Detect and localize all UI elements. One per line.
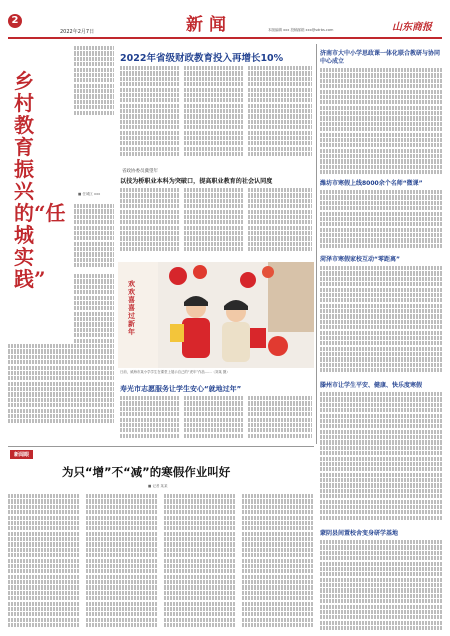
bottom-byline: ■ 记者 某某: [148, 484, 168, 488]
lead-body-3: [248, 66, 312, 162]
vocational-article: [118, 168, 314, 258]
page-header: [8, 6, 442, 40]
right-body-5: [320, 540, 442, 632]
issue-date: 2022年2月7日: [60, 29, 95, 35]
right-title-1: 济南市大中小学思政课一体化联合教研与协同中心成立: [320, 50, 441, 65]
volunteer-body-2: [184, 396, 244, 440]
header-rule: [8, 37, 442, 39]
right-title-4: 滕州市让学生平安、健康、快乐度寒假: [320, 382, 423, 389]
right-body-2: [320, 190, 442, 250]
left-column-title: 乡村教育振兴的“任城实践”: [14, 69, 66, 291]
right-title-5: 蒙阴县间置校舍变身研学基地: [320, 530, 399, 537]
volunteer-body-1: [120, 396, 180, 440]
bottom-badge: 新闻眼: [10, 450, 33, 459]
volunteer-title: 寿光市志愿服务让学生安心“就地过年”: [120, 385, 242, 393]
left-body-a: [74, 204, 114, 270]
left-body-c: [8, 344, 114, 428]
masthead-logo: 山东商报: [392, 22, 432, 33]
vocational-title: 以技为桥职业本科为突破口，提高职业教育的社会认同度: [120, 178, 273, 185]
bottom-body-2: [86, 494, 158, 630]
photo-caption: 日前，威海市某小学学生在课堂上展示自己的“虎年”作品……（刘某 摄）: [120, 370, 230, 374]
lead-body-2: [184, 66, 244, 162]
volunteer-article: [118, 380, 314, 442]
feature-photo: [118, 262, 314, 368]
lead-title: 2022年省级财政教育投入再增长10%: [120, 53, 284, 64]
volunteer-body-3: [248, 396, 312, 440]
vocational-body-2: [184, 188, 244, 254]
vocational-body-1: [120, 188, 180, 254]
right-title-2: 潍坊市寒假上线8000余个名师“微课”: [320, 180, 423, 187]
right-column-divider: [316, 44, 317, 444]
children-new-year-photo: [118, 262, 314, 368]
left-intro-text: [74, 46, 114, 116]
lead-body-1: [120, 66, 180, 162]
photo-vertical-text: 欢欢喜喜过新年: [128, 279, 135, 336]
editor-info: 本版编辑 xxx 投稿邮箱 xxx@sdrbs.com: [268, 28, 334, 32]
page-number-badge: 2: [8, 14, 22, 28]
left-body-b: [74, 274, 114, 344]
lead-article: [118, 44, 314, 164]
right-column: [320, 44, 442, 634]
vocational-body-3: [248, 188, 312, 254]
bottom-section-rule: [8, 446, 314, 447]
vocational-kicker: 省政协委员冀望年: [122, 169, 158, 174]
right-body-3: [320, 266, 442, 372]
bottom-article: [8, 448, 314, 634]
left-feature: [8, 44, 114, 428]
left-column-byline: ■ 任城区 xxx: [78, 192, 101, 196]
bottom-title: 为只“增”不“减”的寒假作业叫好: [62, 465, 231, 479]
section-title: 新闻: [186, 15, 232, 35]
right-body-1: [320, 68, 442, 174]
right-body-4: [320, 392, 442, 520]
bottom-body-3: [164, 494, 236, 630]
right-title-3: 菏泽市寒假家校互动“零距离”: [320, 256, 400, 263]
bottom-body-1: [8, 494, 80, 630]
bottom-body-4: [242, 494, 314, 630]
